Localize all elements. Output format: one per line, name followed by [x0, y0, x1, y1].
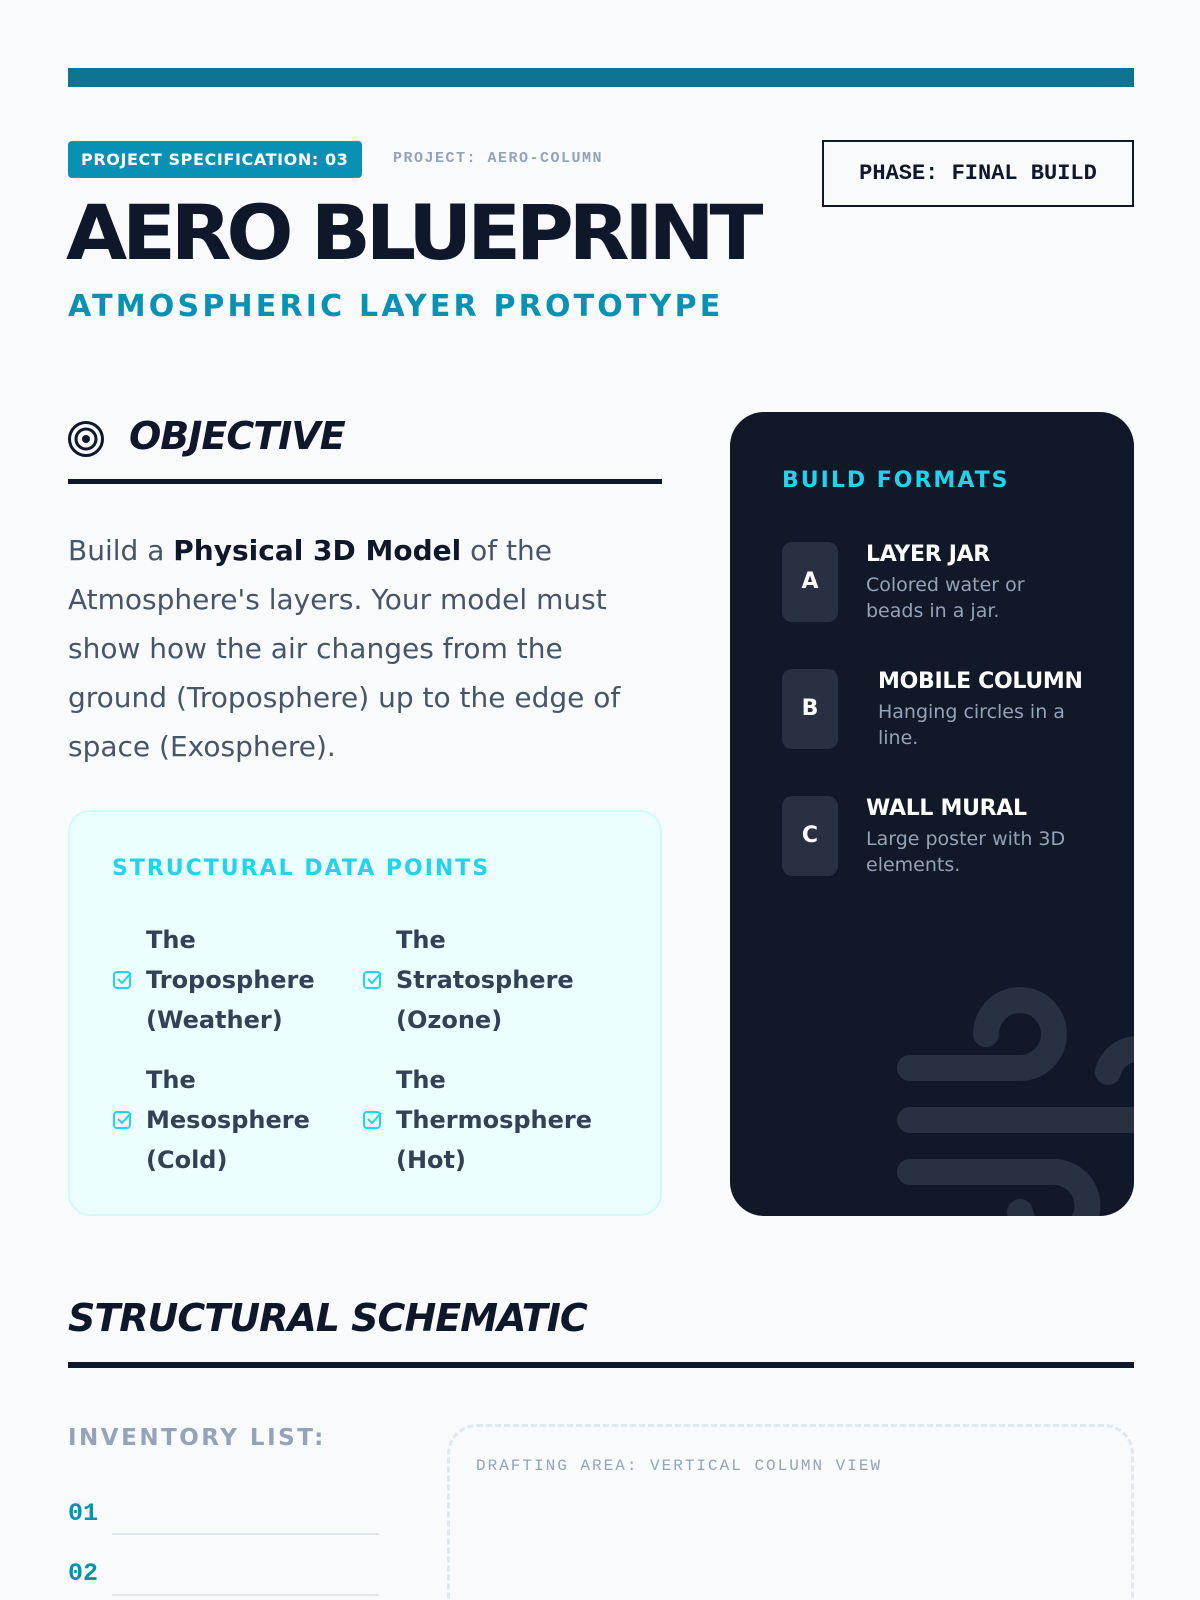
drafting-area-label: DRAFTING AREA: VERTICAL COLUMN VIEW: [476, 1457, 883, 1475]
format-letter-badge: C: [782, 796, 838, 876]
inventory-entry-line[interactable]: [112, 1533, 379, 1535]
data-point-label: The Thermosphere (Hot): [396, 1066, 593, 1174]
objective-divider: [68, 479, 662, 484]
inventory-number: 01: [68, 1499, 99, 1528]
inventory-heading: INVENTORY LIST:: [68, 1425, 326, 1451]
format-letter-badge: B: [782, 669, 838, 749]
build-formats-panel: [730, 412, 1134, 1216]
check-square-icon: [362, 1109, 384, 1131]
target-icon: [67, 420, 105, 458]
format-description: Hanging circles in a line.: [878, 701, 1065, 749]
objective-text-bold: Physical 3D Model: [173, 534, 462, 567]
format-description: Large poster with 3D elements.: [866, 828, 1066, 876]
structural-data-points-card: [68, 810, 662, 1216]
data-point-item: [112, 1060, 356, 1180]
data-point-item: [362, 1060, 606, 1180]
data-point-label: The Troposphere (Weather): [146, 926, 315, 1034]
format-name: LAYER JAR: [866, 542, 990, 567]
spec-badge: PROJECT SPECIFICATION: 03: [68, 141, 362, 178]
check-square-icon: [112, 1109, 134, 1131]
check-square-icon: [362, 969, 384, 991]
page-subtitle: ATMOSPHERIC LAYER PROTOTYPE: [68, 289, 724, 324]
build-formats-heading: BUILD FORMATS: [782, 468, 1010, 493]
data-point-item: [362, 920, 606, 1040]
objective-text: Build a Physical 3D Model of the Atmosphere's layers. Your model must show how the air changes from the ground (Troposphere) up to the edge of space (Exosphere).: [68, 534, 621, 763]
inventory-number: 02: [68, 1559, 99, 1588]
drafting-area[interactable]: [447, 1424, 1134, 1600]
schematic-heading: STRUCTURAL SCHEMATIC: [68, 1296, 587, 1340]
project-tag: PROJECT: AERO-COLUMN: [393, 150, 604, 167]
inventory-entry-line[interactable]: [112, 1594, 379, 1596]
data-point-item: [112, 920, 356, 1040]
format-name: MOBILE COLUMN: [878, 669, 1083, 694]
data-points-heading: STRUCTURAL DATA POINTS: [112, 856, 491, 881]
format-letter-badge: A: [782, 542, 838, 622]
schematic-divider: [68, 1362, 1134, 1368]
format-name: WALL MURAL: [866, 796, 1027, 821]
page-title: AERO BLUEPRINT: [66, 188, 759, 277]
objective-heading: OBJECTIVE: [129, 414, 345, 458]
data-point-label: The Mesosphere (Cold): [146, 1066, 310, 1174]
phase-box: PHASE: FINAL BUILD: [822, 140, 1134, 207]
top-accent-bar: [68, 68, 1134, 87]
format-description: Colored water or beads in a jar.: [866, 574, 1025, 622]
check-square-icon: [112, 969, 134, 991]
data-point-label: The Stratosphere (Ozone): [396, 926, 574, 1034]
